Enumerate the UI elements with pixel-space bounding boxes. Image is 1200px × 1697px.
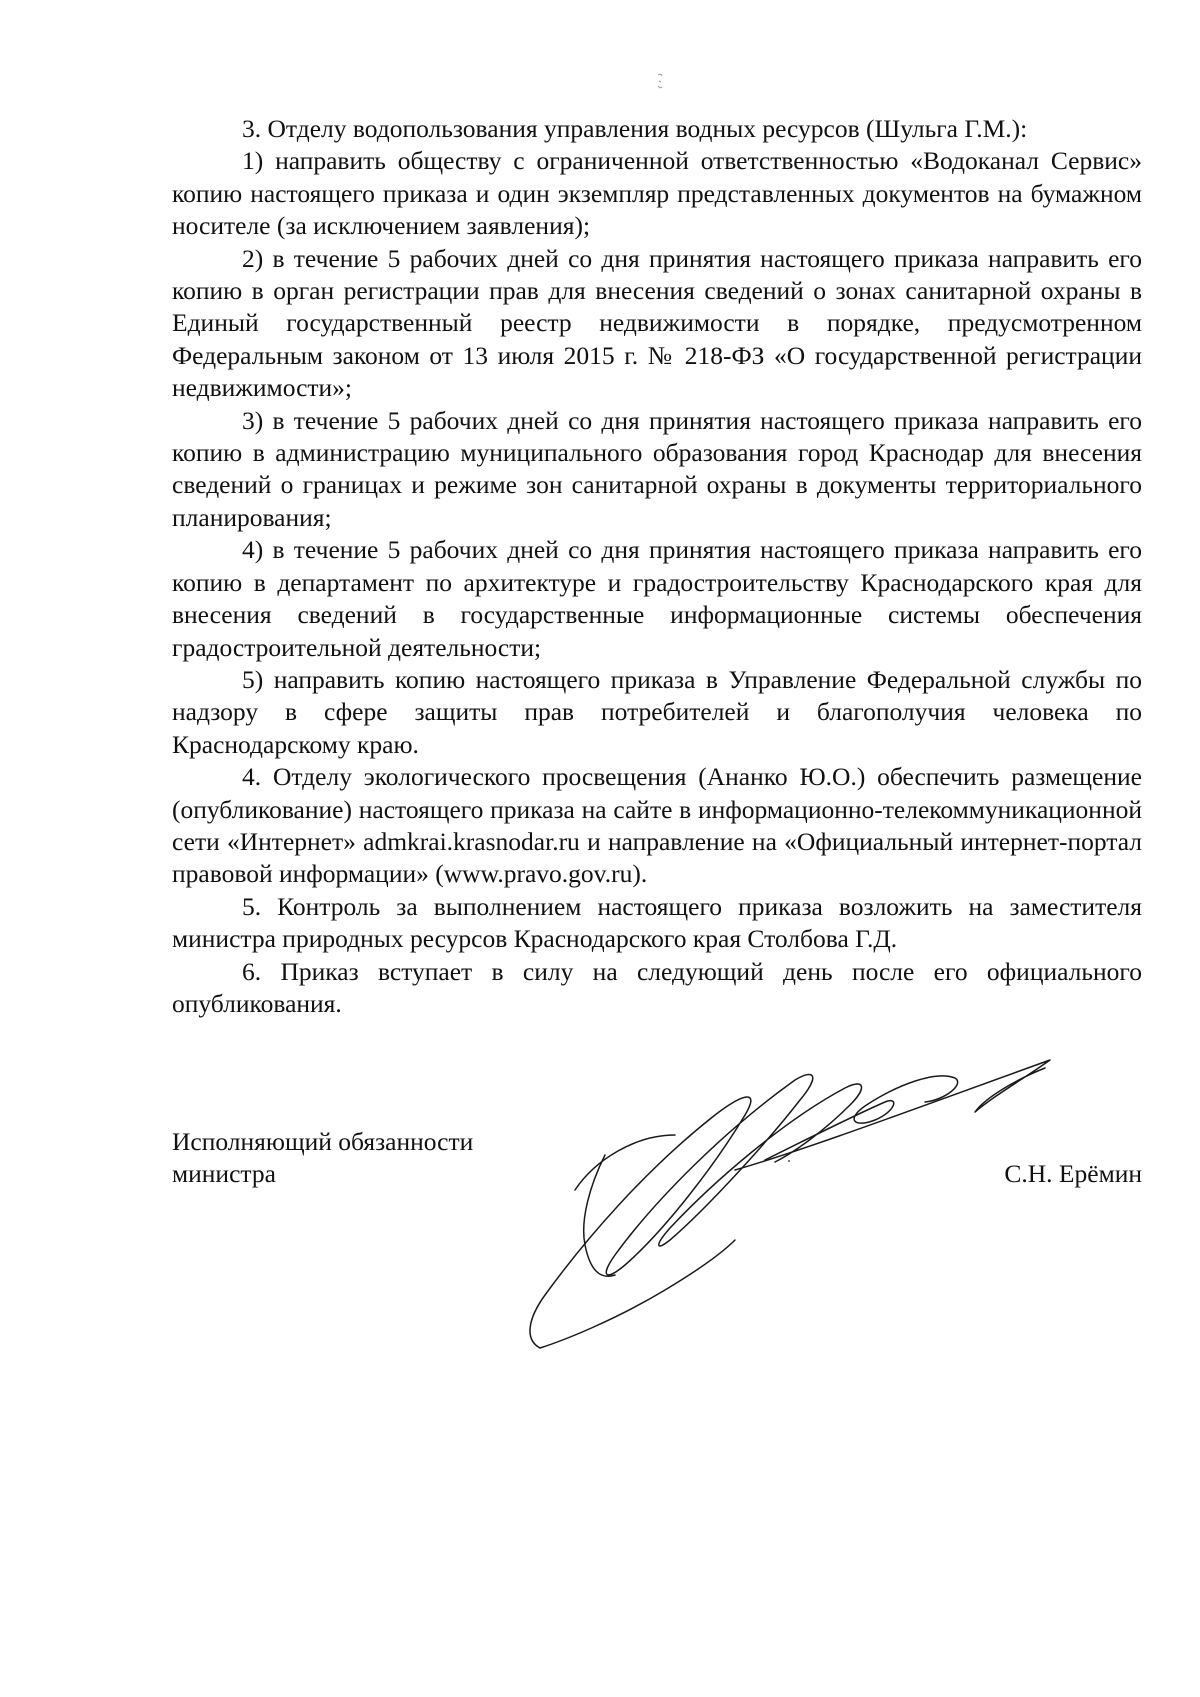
document-body	[172, 113, 1142, 1020]
paragraph-item-3: 3. Отделу водопользования управления водных ресурсов (Шульга Г.М.):	[242, 114, 1028, 143]
paragraph-item-5: 5. Контроль за выполнением настоящего приказа возложить на заместителя министра природных ресурсов Краснодарского края Столбова Г.Д.	[172, 891, 1142, 954]
signer-position	[172, 1126, 473, 1191]
paragraph-item-4: 4. Отделу экологического просвещения (Ананко Ю.О.) обеспечить размещение (опубликование) настоящего приказа на сайте в информационно-телекоммуникационной сети «Интернет» admkrai.krasnodar.ru и направление на «Официальный интернет-портал правовой информации» (www.pravo.gov.ru).	[172, 762, 1142, 889]
signer-position-line2: министра	[172, 1159, 276, 1189]
signer-position-line1: Исполняющий обязанности	[172, 1127, 474, 1156]
signature-block	[172, 1126, 1142, 1346]
paragraph-subitem-4: 4) в течение 5 рабочих дней со дня принятия настоящего приказа направить его копию в департамент по архитектуре и градостроительству Краснодарского края для внесения сведений в государственные информационные системы обеспечения градостроительной деятельности;	[172, 535, 1142, 662]
paragraph-subitem-5: 5) направить копию настоящего приказа в Управление Федеральной службы по надзору в сфере защиты прав потребителей и благополучия человека по Краснодарскому краю.	[172, 664, 1142, 759]
paragraph-item-6: 6. Приказ вступает в силу на следующий день после его официального опубликования.	[172, 956, 1142, 1018]
paragraph-subitem-3: 3) в течение 5 рабочих дней со дня принятия настоящего приказа направить его копию в администрацию муниципального образования город Краснодар для внесения сведений о границах и режиме зон санитарной охраны в документы территориального планирования;	[172, 405, 1142, 532]
page-mark	[655, 72, 665, 92]
paragraph-subitem-2: 2) в течение 5 рабочих дней со дня принятия настоящего приказа направить его копию в орган регистрации прав для внесения сведений о зонах санитарной охраны в Единый государственный реестр недвижимости в порядке, предусмотренном Федеральным законом от 13 июля 2015 г. № 218-ФЗ «О государственной регистрации недвижимости»;	[172, 243, 1142, 403]
signer-name: С.Н. Ерёмин	[1004, 1159, 1142, 1188]
paragraph-subitem-1: 1) направить обществу с ограниченной ответственностью «Водоканал Сервис» копию настоящего приказа и один экземпляр представленных документов на бумажном носителе (за исключением заявления);	[172, 146, 1142, 241]
